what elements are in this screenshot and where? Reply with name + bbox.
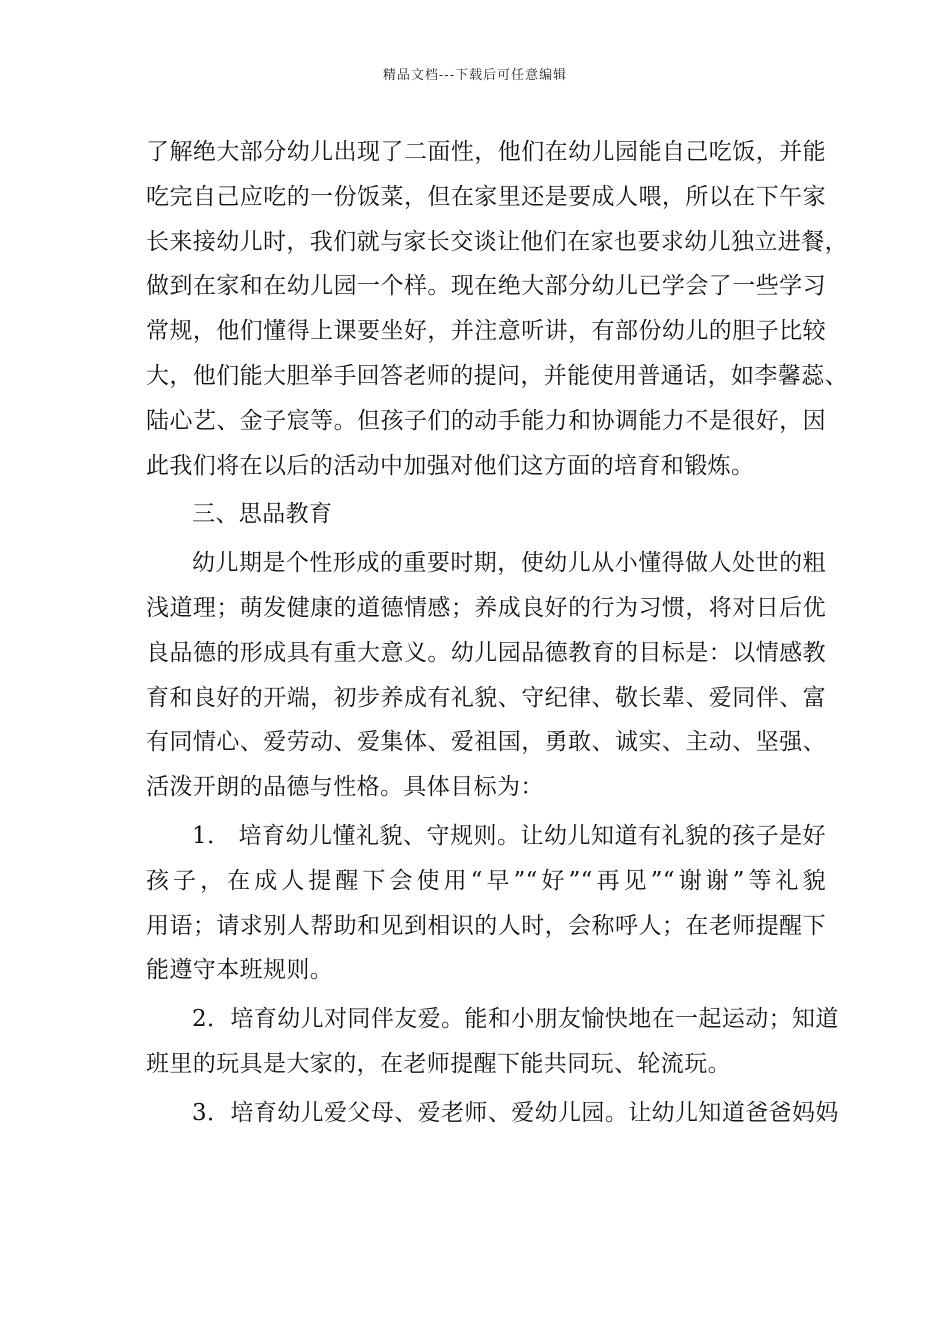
text-line: 用语；请求别人帮助和见到相识的人时，会称呼人；在老师提醒下 — [146, 912, 826, 939]
text-line: 吃完自己应吃的一份饭菜，但在家里还是要成人喂，所以在下午家 — [146, 183, 826, 210]
text-line: 班里的玩具是大家的，在老师提醒下能共同玩、轮流玩。 — [146, 1050, 731, 1077]
list-item-2 — [146, 997, 839, 1087]
document-body — [146, 130, 848, 1136]
heading-text: 三、思品教育 — [192, 501, 333, 528]
list-item-3 — [146, 1091, 839, 1136]
text-line: 2．培育幼儿对同伴友爱。能和小朋友愉快地在一起运动；知道 — [192, 1006, 839, 1033]
text-line: 育和良好的开端，初步养成有礼貌、守纪律、敬长辈、爱同伴、富 — [146, 684, 826, 711]
text-line: 常规，他们懂得上课要坐好，并注意听讲，有部份幼儿的胆子比较 — [146, 318, 826, 345]
paragraph-intro — [146, 541, 826, 810]
text-line: 良品德的形成具有重大意义。幼儿园品德教育的目标是：以情感教 — [146, 639, 826, 666]
text-line: 有同情心、爱劳动、爱集体、爱祖国，勇敢、诚实、主动、坚强、 — [146, 729, 826, 756]
text-line: 陆心艺、金子宸等。但孩子们的动手能力和协调能力不是很好，因 — [146, 407, 826, 434]
text-line: 活泼开朗的品德与性格。具体目标为： — [146, 774, 544, 801]
text-line: 长来接幼儿时，我们就与家长交谈让他们在家也要求幼儿独立进餐， — [146, 228, 848, 255]
paragraph-continuation — [146, 130, 848, 488]
text-line: 1． 培育幼儿懂礼貌、守规则。让幼儿知道有礼貌的孩子是好 — [192, 822, 826, 849]
text-line: 大，他们能大胆举手回答老师的提问，并能使用普通话，如李馨蕊、 — [146, 362, 848, 389]
section-heading — [146, 492, 826, 537]
list-item-1 — [146, 814, 826, 993]
text-line: 幼儿期是个性形成的重要时期，使幼儿从小懂得做人处世的粗 — [192, 550, 826, 577]
text-line: 能遵守本班规则。 — [146, 957, 334, 984]
text-line: 此我们将在以后的活动中加强对他们这方面的培育和锻炼。 — [146, 452, 755, 479]
text-line: 3．培育幼儿爱父母、爱老师、爱幼儿园。让幼儿知道爸爸妈妈 — [192, 1099, 839, 1126]
text-line: 做到在家和在幼儿园一个样。现在绝大部分幼儿已学会了一些学习 — [146, 273, 826, 300]
page-header: 精品文档---下载后可任意编辑 — [382, 68, 568, 83]
text-line: 了解绝大部分幼儿出现了二面性，他们在幼儿园能自己吃饭，并能 — [146, 139, 826, 165]
text-line: 浅道理；萌发健康的道德情感；养成良好的行为习惯，将对日后优 — [146, 594, 826, 621]
text-line: 孩子，在成人提醒下会使用“早”“好”“再见”“谢谢”等礼貌 — [146, 867, 826, 894]
